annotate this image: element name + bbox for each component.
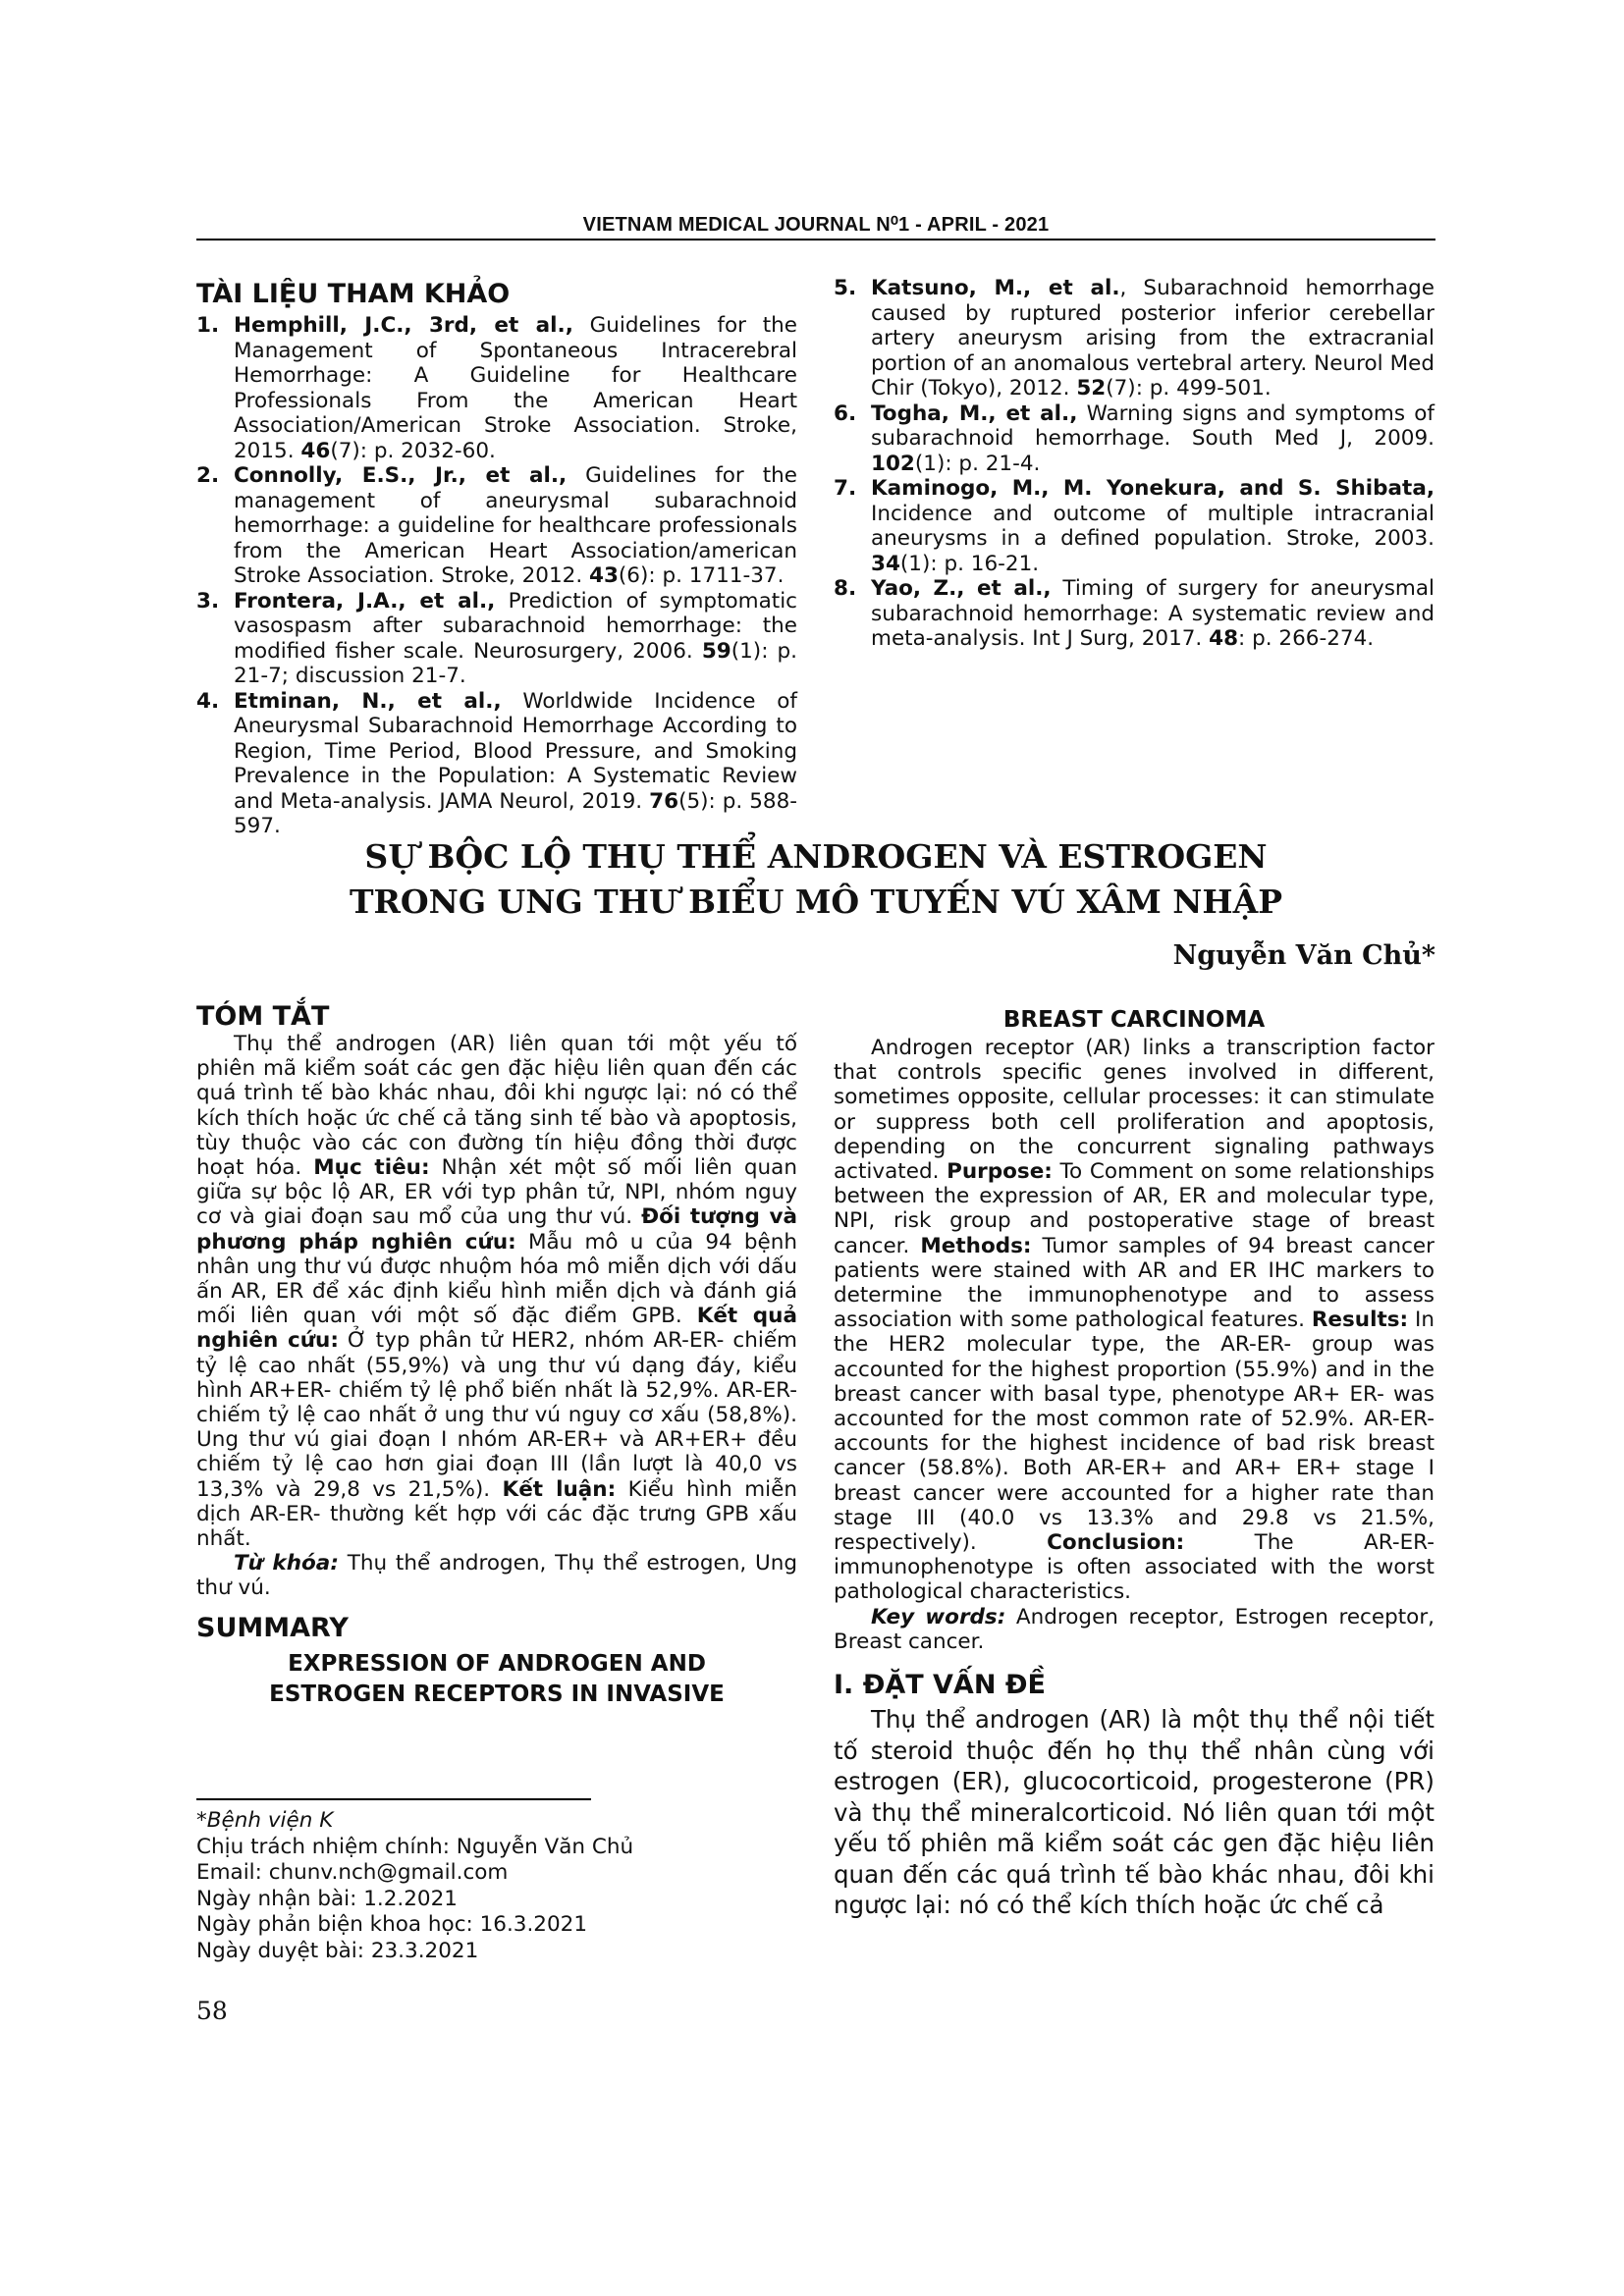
reference-item	[834, 476, 1435, 576]
reference-authors: Hemphill, J.C., 3rd, et al.,	[234, 313, 573, 338]
reference-pages: (7): p. 2032-60.	[330, 438, 496, 463]
reference-volume: 46	[300, 438, 331, 463]
reference-text: , Subarachnoid hemorrhage caused by ruptured posterior inferior cerebellar artery aneurysm arising from the extracranial portion of an anomalous vertebral artery. Neurol Med Chir (Tokyo), 2012.	[871, 276, 1435, 400]
reference-pages: : p. 266-274.	[1238, 626, 1375, 651]
reference-item	[834, 576, 1435, 652]
date-received: Ngày nhận bài: 1.2.2021	[196, 1886, 458, 1911]
methods-text: Mẫu mô u của 94 bệnh nhân ung thư vú được nhuộm hóa mô miễn dịch với dấu ấn AR, ER để xác định kiểu hình miễn dịch và đánh giá mối liên quan với một số đặc điểm GPB.	[196, 1229, 797, 1329]
objective-label: Mục tiêu:	[313, 1155, 430, 1181]
footnotes	[196, 1808, 805, 1964]
reference-item	[196, 689, 797, 839]
intro-paragraph: Thụ thể androgen (AR) là một thụ thể nội tiết tố steroid thuộc đến họ thụ thể nhân cùng với estrogen (ER), glucocorticoid, progesterone (PR) và thụ thể mineralcorticoid. Nó liên quan tới một yếu tố phiên mã kiểm soát các gen đặc hiệu liên quan đến các quá trình tế bào khác nhau, đôi khi ngược lại: nó có thể kích thích hoặc ức chế cả	[834, 1705, 1435, 1920]
keywords-vi-text: Thụ thể androgen, Thụ thể estrogen, Ung thư vú.	[196, 1551, 797, 1601]
summary-title-part-1: EXPRESSION OF ANDROGEN AND ESTROGEN RECEPTORS IN INVASIVE	[269, 1650, 725, 1707]
abstract-vi-heading: TÓM TẮT	[196, 1001, 330, 1032]
summary-right-column	[834, 1005, 1435, 1921]
conclusion-label: Kết luận:	[502, 1476, 617, 1502]
date-approved: Ngày duyệt bài: 23.3.2021	[196, 1938, 479, 1963]
keywords-vi-label: Từ khóa:	[234, 1551, 339, 1576]
reference-volume: 34	[871, 551, 900, 576]
reference-volume: 102	[871, 451, 915, 476]
page-number: 58	[196, 1997, 228, 2025]
reference-authors: Yao, Z., et al.,	[871, 576, 1052, 601]
purpose-text: To Comment on some relationships between the expression of AR, ER and molecular type, NPI, risk group and postoperative stage of breast cancer.	[834, 1159, 1435, 1258]
reference-volume: 43	[589, 563, 619, 588]
abstract-vi-body	[196, 1032, 797, 1551]
reference-text: Guidelines for the Management of Spontaneous Intracerebral Hemorrhage: A Guideline for Healthcare Professionals From the American Heart Association/American Stroke Association. Stroke, 2015.	[234, 313, 797, 463]
reference-number: 8.	[834, 576, 857, 601]
summary-title-part-2: BREAST CARCINOMA	[1002, 1007, 1266, 1033]
reference-number: 4.	[196, 688, 220, 714]
reference-number: 1.	[196, 313, 220, 338]
reference-pages: (5): p. 588-597.	[234, 788, 798, 838]
reference-list-left	[196, 313, 797, 839]
footnote-rule	[196, 1798, 591, 1800]
reference-volume: 76	[649, 788, 679, 814]
article-title-line-1: SỰ BỘC LỘ THỤ THỂ ANDROGEN VÀ ESTROGEN	[364, 837, 1268, 876]
summary-en-body	[834, 1036, 1435, 1605]
reference-text: Guidelines for the management of aneurysmal subarachnoid hemorrhage: a guideline for healthcare professionals from the American Heart Association/american Stroke Association. Stroke, 2012.	[234, 463, 797, 588]
keywords-vi	[196, 1551, 797, 1600]
contact-email: Email: chunv.nch@gmail.com	[196, 1860, 509, 1885]
reference-authors: Etminan, N., et al.,	[234, 688, 502, 714]
reference-text: Timing of surgery for aneurysmal subarachnoid hemorrhage: A systematic review and meta-analysis. Int J Surg, 2017.	[871, 576, 1435, 651]
references-heading: TÀI LIỆU THAM KHẢO	[196, 279, 511, 309]
journal-header: VIETNAM MEDICAL JOURNAL N⁰1 - APRIL - 2021	[582, 214, 1050, 236]
keywords-en	[834, 1605, 1435, 1654]
reference-authors: Frontera, J.A., et al.,	[234, 588, 496, 614]
results-text: Ở typ phân tử HER2, nhóm AR-ER- chiếm tỷ lệ cao nhất (55,9%) và ung thư vú dạng đáy, kiểu hình AR+ER- chiếm tỷ lệ phổ biến nhất là 52,9%. AR-ER- chiếm tỷ lệ cao nhất ở ung thư vú nguy cơ xấu (58,8%). Ung thư vú giai đoạn I nhóm AR-ER+ và AR+ER+ đều chiếm tỷ lệ cao hơn giai đoạn III (lần lượt là 40,0 vs 13,3% và 29,8 vs 21,5%).	[196, 1328, 797, 1502]
reference-item	[834, 401, 1435, 477]
reference-item	[834, 276, 1435, 401]
reference-number: 3.	[196, 588, 220, 614]
reference-authors: Kaminogo, M., M. Yonekura, and S. Shibata,	[871, 476, 1435, 501]
keywords-en-label: Key words:	[871, 1604, 1006, 1629]
reference-number: 6.	[834, 400, 857, 426]
reference-number: 5.	[834, 276, 857, 300]
reference-item	[196, 313, 797, 463]
reference-text: Prediction of symptomatic vasospasm after subarachnoid hemorrhage: the modified fisher scale. Neurosurgery, 2006.	[234, 588, 797, 664]
reference-pages: (1): p. 21-4.	[914, 451, 1041, 476]
header-rule	[196, 239, 1435, 240]
conclusion-en-text: The AR-ER- immunophenotype is often associated with the worst pathological characteristics.	[834, 1530, 1435, 1605]
objective-text: Nhận xét một số mối liên quan giữa sự bộc lộ AR, ER với typ phân tử, NPI, nhóm nguy cơ và giai đoạn sau mổ của ung thư vú.	[196, 1155, 797, 1230]
reference-volume: 52	[1076, 376, 1107, 400]
references-right-column	[834, 276, 1435, 652]
references-left-column	[196, 279, 797, 839]
article-title	[196, 834, 1435, 925]
reference-volume: 48	[1209, 626, 1239, 651]
reference-pages: (7): p. 499-501.	[1106, 376, 1272, 400]
article-author: Nguyễn Văn Chủ*	[1172, 940, 1435, 971]
conclusion-text: Kiểu hình miễn dịch AR-ER- thường kết hợp với các đặc trưng GPB xấu nhất.	[196, 1476, 797, 1552]
reference-list-right	[834, 276, 1435, 652]
conclusion-en-label: Conclusion:	[1047, 1530, 1185, 1556]
reference-authors: Katsuno, M., et al.	[871, 276, 1120, 300]
reference-pages: (6): p. 1711-37.	[618, 563, 785, 588]
abstract-left-column	[196, 1001, 797, 1710]
methods-en-label: Methods:	[920, 1233, 1032, 1258]
reference-item	[196, 589, 797, 689]
intro-heading: I. ĐẶT VẤN ĐỀ	[834, 1670, 1046, 1701]
reference-volume: 59	[701, 638, 731, 664]
reference-authors: Togha, M., et al.,	[871, 400, 1078, 426]
methods-label: Đối tượng và phương pháp nghiên cứu:	[196, 1204, 797, 1255]
methods-en-text: Tumor samples of 94 breast cancer patients were stained with AR and ER IHC markers to determine the immunophenotype and to assess association with some pathological features.	[834, 1233, 1435, 1333]
summary-en-intro: Androgen receptor (AR) links a transcription factor that controls specific genes involved in different, sometimes opposite, cellular processes: it can stimulate or suppress both cell proliferation and apoptosis, depending on the concurrent signaling pathways activated.	[834, 1036, 1435, 1185]
affiliation: *Bệnh viện K	[196, 1808, 334, 1833]
results-label: Kết quả nghiên cứu:	[196, 1304, 797, 1354]
purpose-label: Purpose:	[947, 1159, 1053, 1185]
reference-number: 2.	[196, 463, 220, 488]
keywords-en-text: Androgen receptor, Estrogen receptor, Breast cancer.	[834, 1604, 1435, 1654]
reference-pages: (1): p. 16-21.	[899, 551, 1040, 576]
abstract-vi-intro: Thụ thể androgen (AR) liên quan tới một yếu tố phiên mã kiểm soát các gen đặc hiệu liên quan đến các quá trình tế bào khác nhau, đôi khi ngược lại: nó có thể kích thích hoặc ức chế cả tăng sinh tế bào và apoptosis, tùy thuộc vào các con đường tín hiệu đồng thời được hoạt hóa.	[196, 1032, 797, 1181]
summary-heading: SUMMARY	[196, 1612, 349, 1643]
reference-text: Warning signs and symptoms of subarachnoid hemorrhage. South Med J, 2009.	[871, 400, 1435, 451]
results-en-text: In the HER2 molecular type, the AR-ER- group was accounted for the highest proportion (55.9%) and in the breast cancer with basal type, phenotype AR+ ER- was accounted for the most common rate of 52.9%. AR-ER- accounts for the highest incidence of bad risk breast cancer (58.8%). Both AR-ER+ and AR+ ER+ stage I breast cancer were accounted for a higher rate than stage III (40.0 vs 13.3% and 29.8 vs 21.5%, respectively).	[834, 1308, 1435, 1556]
article-title-line-2: TRONG UNG THƯ BIỂU MÔ TUYẾN VÚ XÂM NHẬP	[349, 882, 1283, 921]
date-reviewed: Ngày phản biện khoa học: 16.3.2021	[196, 1912, 588, 1937]
reference-number: 7.	[834, 476, 857, 501]
responsible-author: Chịu trách nhiệm chính: Nguyễn Văn Chủ	[196, 1834, 634, 1859]
reference-pages: (1): p. 21-7; discussion 21-7.	[234, 638, 798, 688]
reference-authors: Connolly, E.S., Jr., et al.,	[234, 463, 568, 488]
reference-text: Incidence and outcome of multiple intracranial aneurysms in a defined population. Stroke, 2003.	[871, 501, 1435, 551]
results-en-label: Results:	[1311, 1308, 1409, 1333]
reference-text: Worldwide Incidence of Aneurysmal Subarachnoid Hemorrhage According to Region, Time Period, Blood Pressure, and Smoking Prevalence in the Population: A Systematic Review and Meta-analysis. JAMA Neurol, 2019.	[234, 688, 797, 814]
reference-item	[196, 463, 797, 589]
